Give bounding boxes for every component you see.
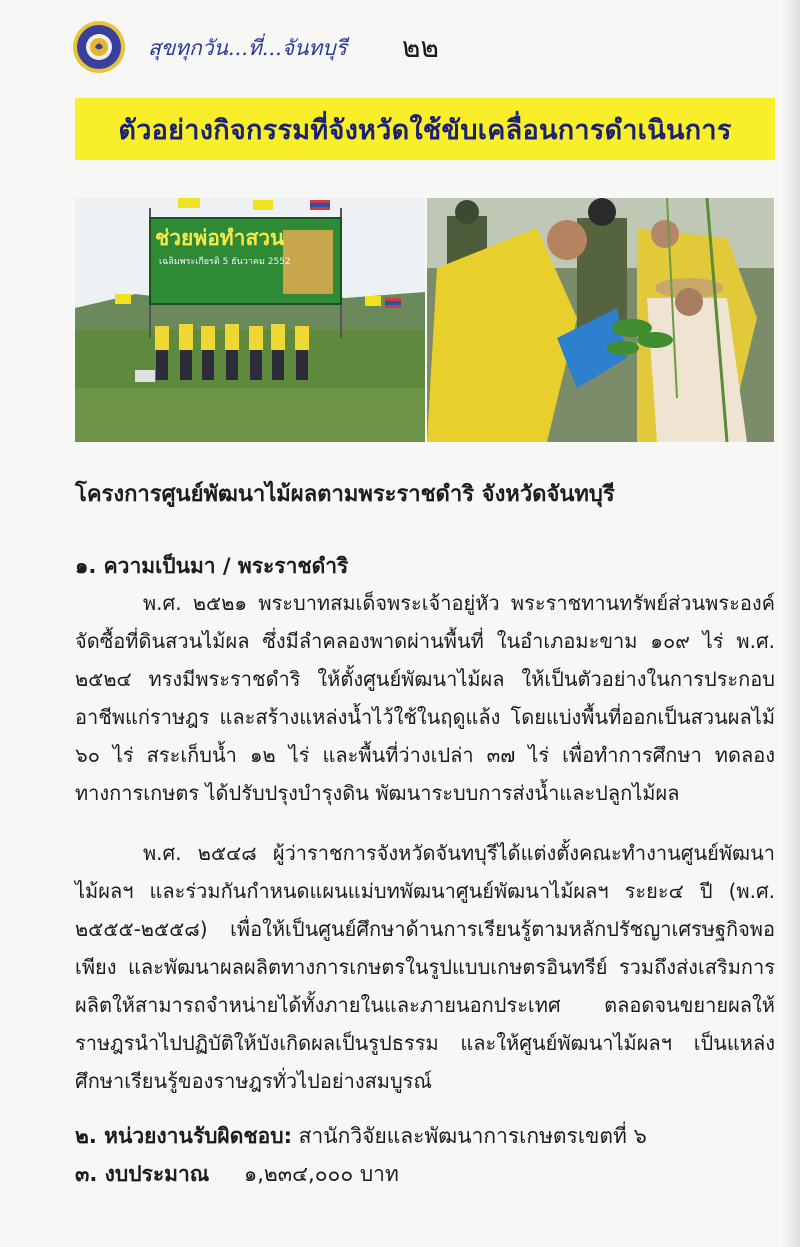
page-number: ๒๒ xyxy=(402,31,439,64)
section-1-heading: ๑. ความเป็นมา / พระราชดำริ xyxy=(75,554,349,578)
provincial-seal-icon xyxy=(72,20,126,74)
watering-sapling-photo xyxy=(427,198,774,442)
responsible-agency-label: ๒. หน่วยงานรับผิดชอบ: xyxy=(75,1124,292,1148)
budget-line xyxy=(75,1158,775,1191)
project-title: โครงการศูนย์พัฒนาไม้ผลตามพระราชดำริ จังหวัดจันทบุรี xyxy=(75,482,615,507)
tree-planting-event-photo xyxy=(75,198,425,442)
running-header-title: สุขทุกวัน...ที่...จันทบุรี xyxy=(148,36,347,60)
budget-label: ๓. งบประมาณ xyxy=(75,1162,210,1186)
responsible-agency-value: สานักวิจัยและพัฒนาการเกษตรเขตที่ ๖ xyxy=(298,1124,647,1148)
section-1-paragraph-2: พ.ศ. ๒๕๔๘ ผู้ว่าราชการจังหวัดจันทบุรีได้แต่งตั้งคณะทำงานศูนย์พัฒนาไม้ผลฯ และร่วมกันกำหนดแผนแม่บทพัฒนาศูนย์พัฒนาไม้ผลฯ ระยะ๔ ปี (พ.ศ. ๒๕๕๕-๒๕๕๘) เพื่อให้เป็นศูนย์ศึกษาด้านการเรียนรู้ตามหลักปรัชญาเศรษฐกิจพอเพียง และพัฒนาผลผลิตทางการเกษตรในรูปแบบเกษตรอินทรีย์ รวมถึงส่งเสริมการผลิตให้สามารถจำหน่ายได้ทั้งภายในและภายนอกประเทศ ตลอดจนขยายผลให้ราษฎรนำไปปฏิบัติให้บังเกิดผลเป็นรูปธรรม และให้ศูนย์พัฒนาไม้ผลฯ เป็นแหล่งศึกษาเรียนรู้ของราษฎรทั่วไปอย่างสมบูรณ์ xyxy=(75,841,775,1093)
banner-sign-subtext: เฉลิมพระเกียรติ 5 ธันวาคม 2552 xyxy=(159,257,291,267)
budget-value: ๑,๒๓๔,๐๐๐ บาท xyxy=(243,1162,399,1186)
banner-sign-text: ช่วยพ่อทำสวน xyxy=(155,226,285,250)
page-edge-shadow xyxy=(782,0,800,1247)
section-1-paragraph-1: พ.ศ. ๒๕๒๑ พระบาทสมเด็จพระเจ้าอยู่หัว พระราชทานทรัพย์ส่วนพระองค์จัดซื้อที่ดินสวนไม้ผล ซึ่งมีลำคลองพาดผ่านพื้นที่ ในอำเภอมะขาม ๑๐๙ ไร่ พ.ศ. ๒๕๒๔ ทรงมีพระราชดำริ ให้ตั้งศูนย์พัฒนาไม้ผล ให้เป็นตัวอย่างในการประกอบอาชีพแก่ราษฎร และสร้างแหล่งน้ำไว้ใช้ในฤดูแล้ง โดยแบ่งพื้นที่ออกเป็นสวนผลไม้ ๖๐ ไร่ สระเก็บน้ำ ๑๒ ไร่ และพื้นที่ว่างเปล่า ๓๗ ไร่ เพื่อทำการศึกษา ทดลองทางการเกษตร ได้ปรับปรุงบำรุงดิน พัฒนาระบบการส่งน้ำและปลูกไม้ผล xyxy=(75,591,775,805)
page-header xyxy=(72,18,772,74)
responsible-agency-line xyxy=(75,1120,775,1153)
banner-title: ตัวอย่างกิจกรรมที่จังหวัดใช้ขับเคลื่อนการดำเนินการ xyxy=(118,114,732,146)
section-banner xyxy=(75,98,775,160)
